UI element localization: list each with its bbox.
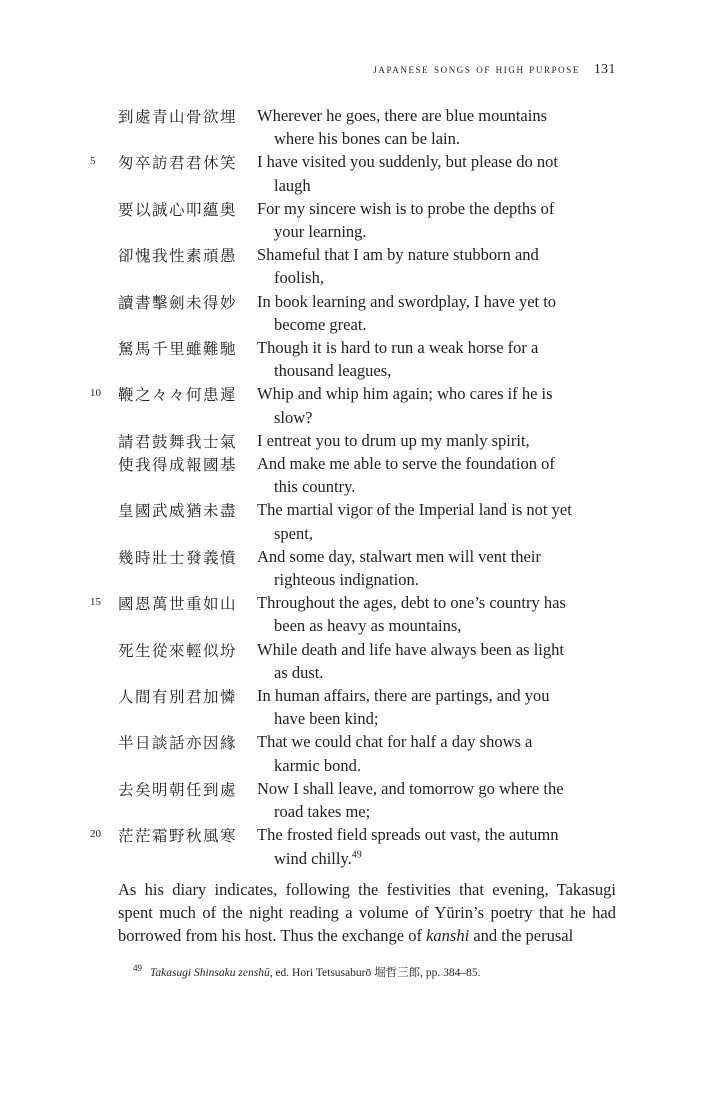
translation-line: Wherever he goes, there are blue mountains <box>257 106 547 125</box>
kanshi-line: 國恩萬世重如山 <box>118 595 238 614</box>
footnote <box>133 963 613 980</box>
translation <box>257 197 617 243</box>
line-number: 20 <box>90 828 101 841</box>
page-number: 131 <box>594 61 616 76</box>
translation-line: Now I shall leave, and tomorrow go where the <box>257 778 564 798</box>
translation-line: The frosted field spreads out vast, the autumn <box>257 825 559 845</box>
kanshi-line: 人間有別君加憐 <box>118 688 238 707</box>
translation-line: That we could chat for half a day shows a <box>257 732 533 752</box>
poem-line <box>0 452 728 498</box>
translation-continuation-text: wind chilly. <box>274 848 352 868</box>
kanshi-line: 去矣明朝任到處 <box>118 780 238 799</box>
translation <box>257 336 617 382</box>
poem-line <box>0 382 728 428</box>
translation-line: Though it is hard to run a weak horse for a <box>257 338 539 358</box>
translation-continuation <box>257 475 617 498</box>
translation-line: And some day, stalwart men will vent their <box>257 546 541 566</box>
poem-line <box>0 638 728 684</box>
footnote-text: , ed. Hori Tetsusaburō 堀哲三郎, pp. 384–85. <box>269 966 481 979</box>
translation-line: For my sincere wish is to probe the depths of <box>257 198 555 218</box>
poem-line <box>0 336 728 382</box>
translation-continuation <box>257 800 617 823</box>
translation-continuation-text: been as heavy as mountains, <box>274 616 462 636</box>
running-head <box>0 62 728 82</box>
translation-continuation-text: your learning. <box>274 222 367 242</box>
poem-line <box>0 150 728 196</box>
translation-continuation <box>257 127 617 150</box>
poem-line <box>0 730 728 776</box>
translation <box>257 823 617 869</box>
running-head-title: japanese songs of high purpose <box>373 62 580 76</box>
translation-continuation <box>257 568 617 591</box>
translation-continuation <box>257 359 617 382</box>
footnote-number: 49 <box>133 963 142 973</box>
kanshi-line: 皇國武威猶未盡 <box>118 502 238 521</box>
translation-continuation <box>257 266 617 289</box>
kanshi-line: 匆卒訪君君休笑 <box>118 154 238 173</box>
translation <box>257 777 617 823</box>
kanshi-line: 茫茫霜野秋風寒 <box>118 827 238 846</box>
translation-line: Shameful that I am by nature stubborn and <box>257 245 539 265</box>
translation-continuation-text: slow? <box>274 407 313 427</box>
translation <box>257 243 617 289</box>
body-paragraph <box>118 878 616 948</box>
kanshi-line: 使我得成報國基 <box>118 456 238 475</box>
translation <box>257 591 617 637</box>
translation-continuation-text: where his bones can be lain. <box>274 129 461 149</box>
translation-continuation-text: have been kind; <box>274 709 379 729</box>
translation-continuation-text: righteous indignation. <box>274 570 419 590</box>
translation <box>257 498 617 544</box>
translation-line: In human affairs, there are partings, and you <box>257 686 550 706</box>
translation-continuation <box>257 614 617 637</box>
poem <box>0 104 728 870</box>
translation-continuation-text: this country. <box>274 477 356 497</box>
kanshi-line: 讀書擊劍未得妙 <box>118 293 238 312</box>
footnote-reference: 49 <box>351 849 362 860</box>
translation <box>257 452 617 498</box>
translation-continuation <box>257 313 617 336</box>
kanshi-line: 請君鼓舞我士氣 <box>118 432 238 451</box>
poem-line <box>0 429 728 452</box>
translation <box>257 684 617 730</box>
translation-line: Whip and whip him again; who cares if he is <box>257 384 553 404</box>
kanshi-line: 鞭之々々何患遲 <box>118 386 238 405</box>
kanshi-line: 死生從來輕似坋 <box>118 641 238 660</box>
paragraph-text-end: and the perusal <box>469 926 574 946</box>
translation-continuation <box>257 661 617 684</box>
translation-continuation <box>257 220 617 243</box>
translation-line: The martial vigor of the Imperial land is not yet <box>257 500 572 520</box>
translation-continuation <box>257 522 617 545</box>
translation <box>257 290 617 336</box>
line-number: 10 <box>90 387 101 400</box>
kanshi-line: 半日談話亦因緣 <box>118 734 238 753</box>
translation-continuation <box>257 406 617 429</box>
poem-line <box>0 684 728 730</box>
translation-line: I entreat you to drum up my manly spirit, <box>257 430 530 450</box>
poem-line <box>0 290 728 336</box>
translation-continuation-text: as dust. <box>274 662 324 682</box>
translation-continuation-text: spent, <box>274 523 313 543</box>
translation-continuation-text: karmic bond. <box>274 755 362 775</box>
translation-line: While death and life have always been as light <box>257 639 564 659</box>
poem-line <box>0 197 728 243</box>
translation-continuation <box>257 174 617 197</box>
translation-line: And make me able to serve the foundation of <box>257 454 555 474</box>
paragraph-text: As his diary indicates, following the festivities that evening, Takasugi spent much of the night reading a volume of Yūrin’s poetry that he had borrowed from his host. Thus the exchange of <box>118 880 616 946</box>
italic-term: kanshi <box>426 926 470 946</box>
kanshi-line: 駑馬千里雖難馳 <box>118 340 238 359</box>
translation-continuation-text: thousand leagues, <box>274 361 392 381</box>
translation-continuation <box>257 847 617 870</box>
translation <box>257 429 617 452</box>
translation <box>257 150 617 196</box>
translation-continuation-text: become great. <box>274 314 367 334</box>
kanshi-line: 要以誠心叩蘊奥 <box>118 200 238 219</box>
line-number: 5 <box>90 155 96 168</box>
poem-line <box>0 777 728 823</box>
kanshi-line: 幾時壯士發義憤 <box>118 548 238 567</box>
footnote-title: Takasugi Shinsaku zenshū <box>150 966 270 979</box>
translation-continuation <box>257 754 617 777</box>
kanshi-line: 卻愧我性素頑愚 <box>118 247 238 266</box>
poem-line <box>0 591 728 637</box>
poem-line <box>0 545 728 591</box>
translation <box>257 104 617 150</box>
translation-continuation-text: foolish, <box>274 268 324 288</box>
translation-continuation <box>257 707 617 730</box>
translation <box>257 730 617 776</box>
translation <box>257 545 617 591</box>
translation-continuation-text: laugh <box>274 175 311 195</box>
translation-line: In book learning and swordplay, I have yet to <box>257 291 557 311</box>
translation <box>257 382 617 428</box>
translation <box>257 638 617 684</box>
poem-line <box>0 498 728 544</box>
poem-line <box>0 823 728 869</box>
translation-line: I have visited you suddenly, but please do not <box>257 152 558 172</box>
kanshi-line: 到處青山骨欲埋 <box>118 108 238 126</box>
poem-line <box>0 243 728 289</box>
translation-continuation-text: road takes me; <box>274 802 371 822</box>
translation-line: Throughout the ages, debt to one’s country has <box>257 593 566 613</box>
poem-line <box>0 104 728 150</box>
line-number: 15 <box>90 596 101 609</box>
